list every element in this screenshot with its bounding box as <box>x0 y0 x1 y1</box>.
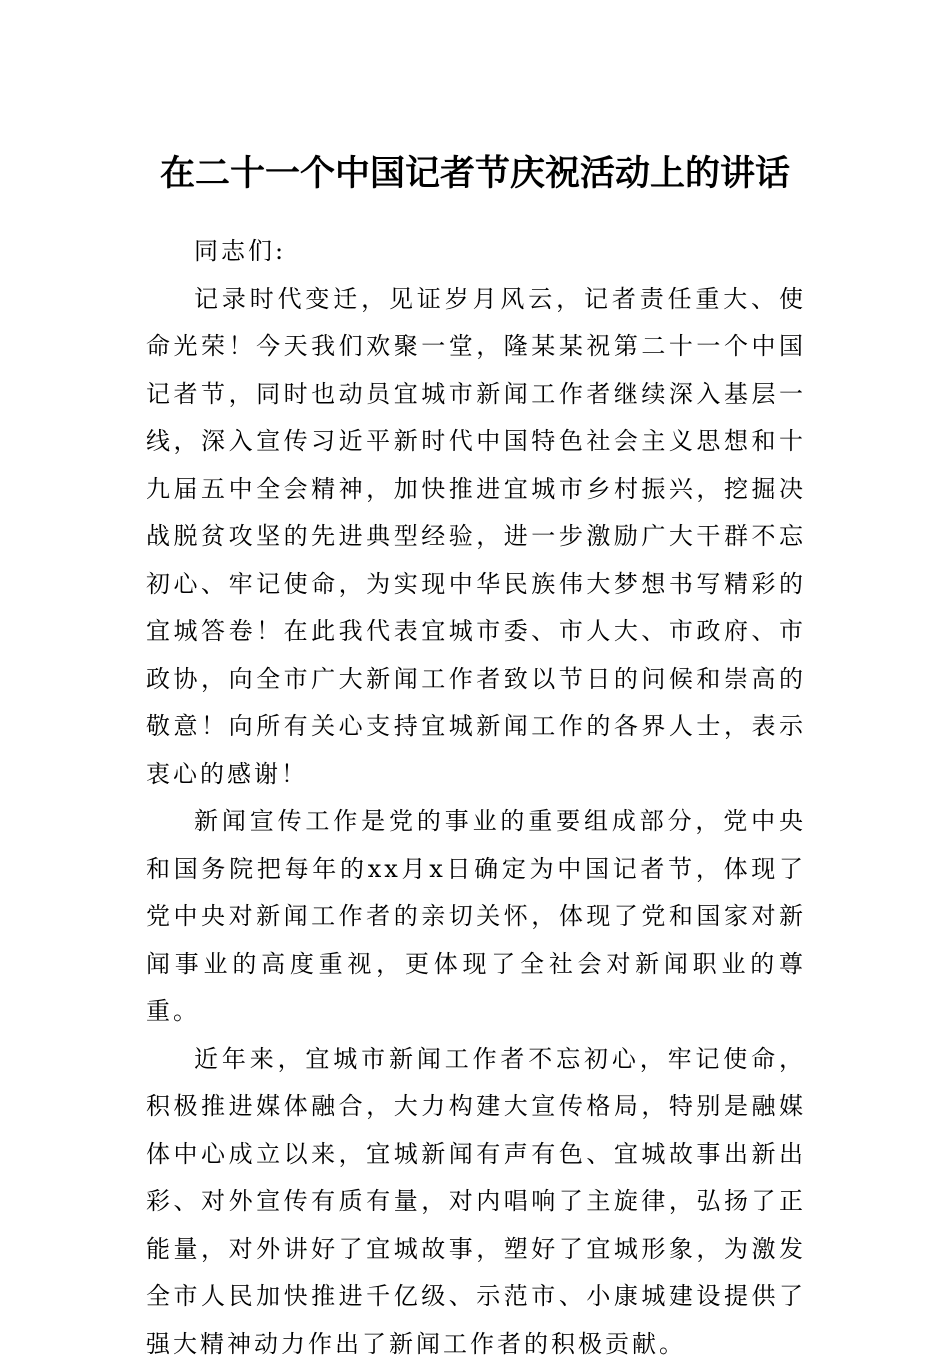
document-title: 在二十一个中国记者节庆祝活动上的讲话 <box>0 146 950 202</box>
paragraph-1: 记录时代变迁，见证岁月风云，记者责任重大、使命光荣！今天我们欢聚一堂，隆某某祝第二十一个中国记者节，同时也动员宜城市新闻工作者继续深入基层一线，深入宣传习近平新时代中国特色社会主义思想和十九届五中全会精神，加快推进宜城市乡村振兴，挖掘决战脱贫攻坚的先进典型经验，进一步激励广大干群不忘初心、牢记使命，为实现中华民族伟大梦想书写精彩的宜城答卷！在此我代表宜城市委、市人大、市政府、市政协，向全市广大新闻工作者致以节日的问候和崇高的敬意！向所有关心支持宜城新闻工作的各界人士，表示衷心的感谢！ <box>146 276 806 799</box>
paragraph-2: 新闻宣传工作是党的事业的重要组成部分，党中央和国务院把每年的xx月x日确定为中国记者节，体现了党中央对新闻工作者的亲切关怀，体现了党和国家对新闻事业的高度重视，更体现了全社会对新闻职业的尊重。 <box>146 798 806 1036</box>
paragraph-3: 近年来，宜城市新闻工作者不忘初心，牢记使命，积极推进媒体融合，大力构建大宣传格局，特别是融媒体中心成立以来，宜城新闻有声有色、宜城故事出新出彩、对外宣传有质有量，对内唱响了主旋律，弘扬了正能量，对外讲好了宜城故事，塑好了宜城形象，为激发全市人民加快推进千亿级、示范市、小康城建设提供了强大精神动力作出了新闻工作者的积极贡献。 <box>146 1036 806 1368</box>
document-body <box>146 228 806 1368</box>
salutation: 同志们: <box>146 228 806 276</box>
